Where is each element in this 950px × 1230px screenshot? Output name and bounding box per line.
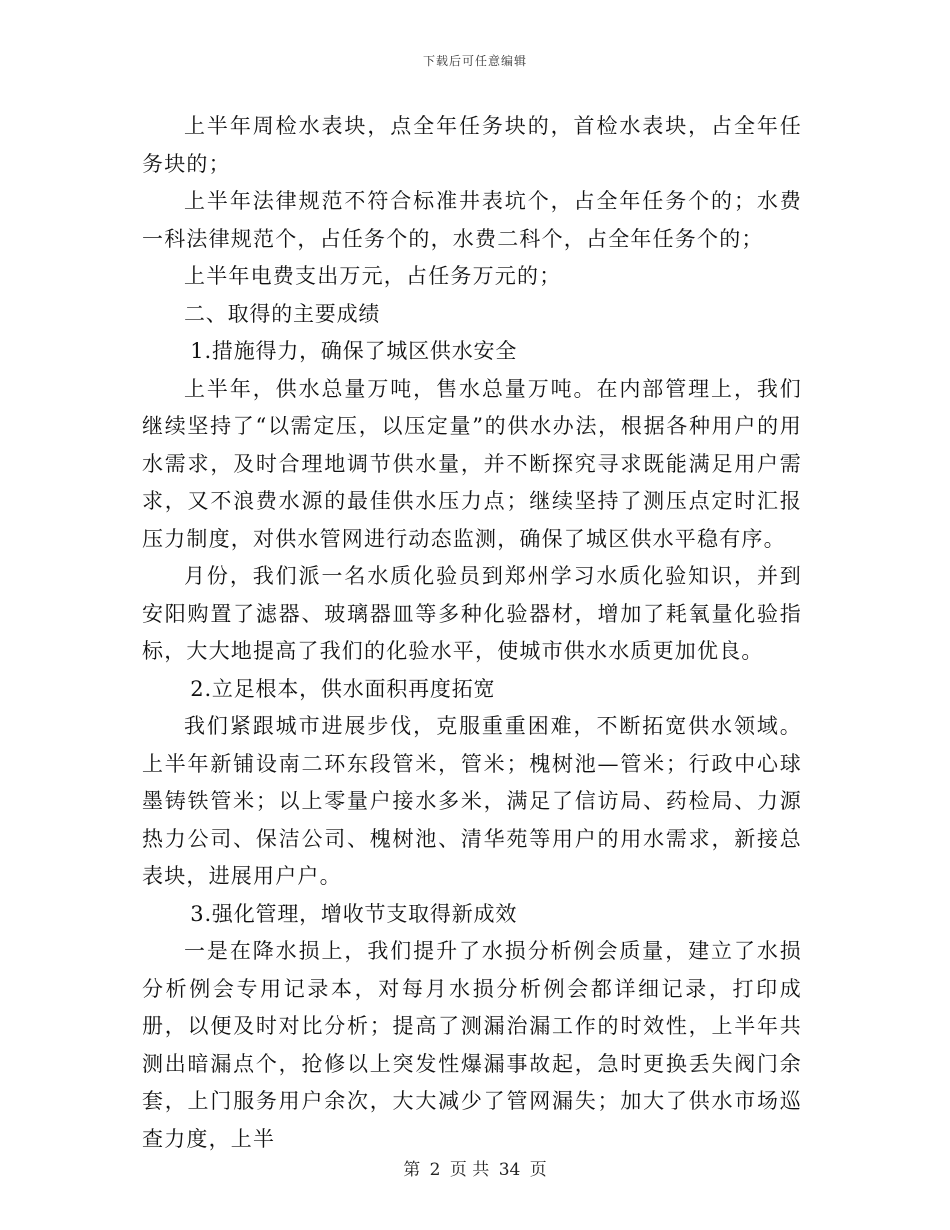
paragraph-water-loss: 一是在降水损上，我们提升了水损分析例会质量，建立了水损分析例会专用记录本，对每月水损分析例会都详细记录，打印成册，以便及时对比分析；提高了测漏治漏工作的时效性，上半年共测出暗漏点个，抢修以上突发性爆漏事故起，急时更换丢失阀门余套，上门服务用户余次，大大减少了管网漏失；加大了供水市场巡查力度，上半 — [142, 939, 802, 1151]
paragraph-well-pits: 上半年法律规范不符合标准井表坑个，占全年任务个的；水费一科法律规范个，占任务个的，水费二科个，占全年任务个的； — [142, 189, 802, 251]
subheading-1: 1.措施得力，确保了城区供水安全 — [190, 339, 518, 363]
section-heading-achievements: 二、取得的主要成绩 — [184, 301, 381, 326]
subheading-3: 3.强化管理，增收节支取得新成效 — [190, 901, 518, 926]
page-footer — [0, 1155, 950, 1180]
footer-page-number: 2 — [429, 1160, 441, 1180]
paragraph-supply-volume: 上半年，供水总量万吨，售水总量万吨。在内部管理上，我们继续坚持了“以需定压，以压定量”的供水办法，根据各种用户的用水需求，及时合理地调节供水量，并不断探究寻求既能满足用户需求，又不浪费水源的最佳供水压力点；继续坚持了测压点定时汇报压力制度，对供水管网进行动态监测，确保了城区供水平稳有序。 — [142, 376, 802, 551]
footer-suffix: 页 — [529, 1160, 547, 1180]
footer-middle: 页 共 — [449, 1160, 490, 1180]
paragraph-water-quality: 月份，我们派一名水质化验员到郑州学习水质化验知识，并到安阳购置了滤器、玻璃器皿等多种化验器材，增加了耗氧量化验指标，大大地提高了我们的化验水平，使城市供水水质更加优良。 — [142, 564, 802, 663]
footer-total-pages: 34 — [498, 1160, 521, 1180]
paragraph-meter-inspection: 上半年周检水表块，点全年任务块的，首检水表块，占全年任务块的； — [142, 114, 802, 176]
footer-prefix: 第 — [403, 1160, 421, 1180]
document-body — [142, 108, 802, 1158]
subheading-2: 2.立足根本，供水面积再度拓宽 — [190, 676, 496, 701]
page-header: 下载后可任意编辑 — [422, 54, 527, 68]
paragraph-electricity: 上半年电费支出万元，占任务万元的； — [184, 264, 562, 288]
paragraph-supply-area: 我们紧跟城市进展步伐，克服重重困难，不断拓宽供水领域。上半年新铺设南二环东段管米，管米；槐树池—管米；行政中心球墨铸铁管米；以上零量户接水多米，满足了信访局、药检局、力源热力公司、保洁公司、槐树池、清华苑等用户的用水需求，新接总表块，进展用户户。 — [142, 714, 802, 888]
